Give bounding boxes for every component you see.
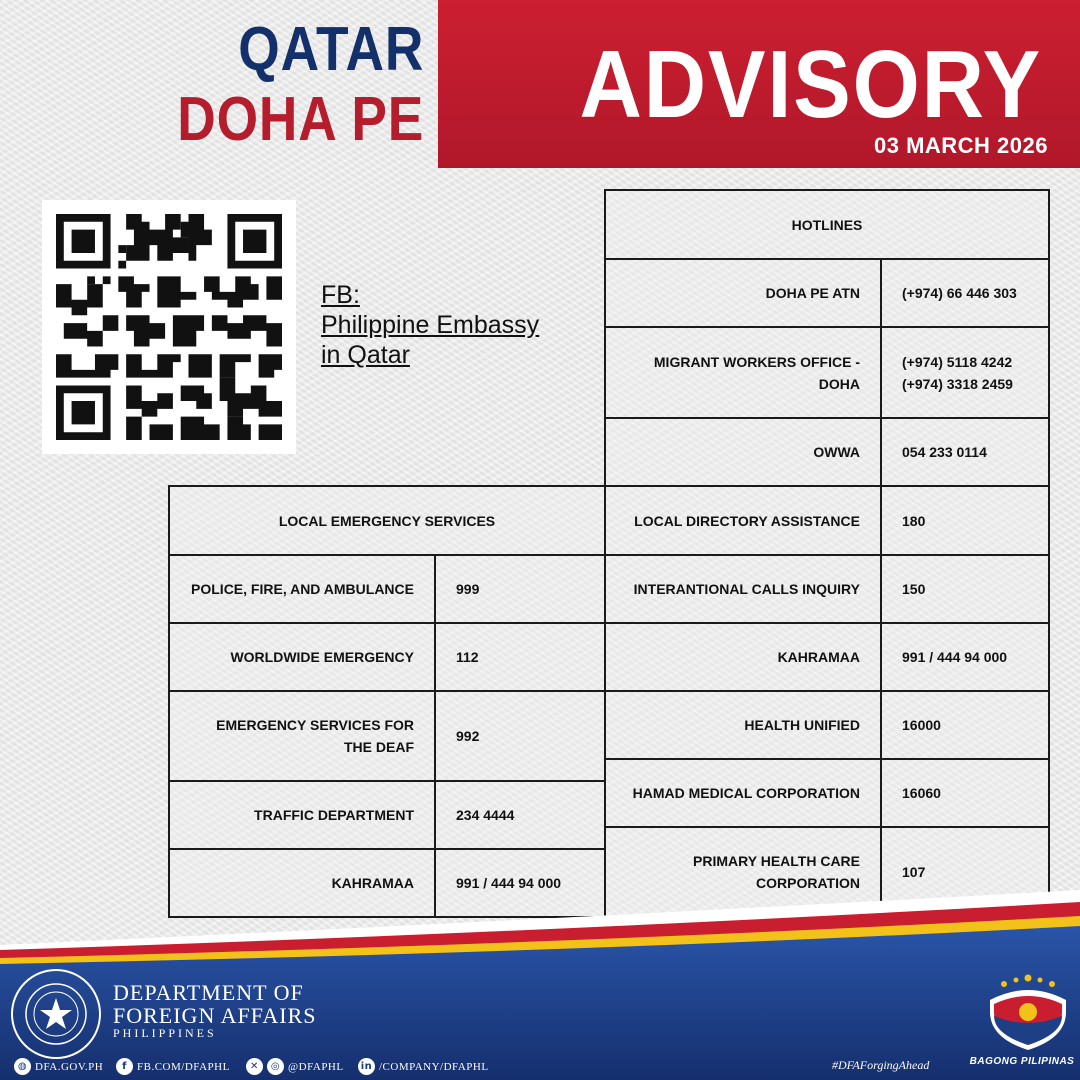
hotline-value: 991 / 444 94 000 (880, 622, 1050, 692)
emergency-label: EMERGENCY SERVICES FOR THE DEAF (168, 690, 436, 782)
hotline-label: MIGRANT WORKERS OFFICE - DOHA (604, 326, 882, 419)
qr-code[interactable] (42, 200, 296, 454)
hotline-label: DOHA PE ATN (604, 258, 882, 328)
hotline-label: OWWA (604, 417, 882, 487)
emergency-label: WORLDWIDE EMERGENCY (168, 622, 436, 692)
handle-text: @DFAPHL (288, 1060, 344, 1073)
linkedin-text: /COMPANY/DFAPHL (379, 1060, 489, 1073)
hotline-label: HEALTH UNIFIED (604, 690, 882, 760)
hotline-value: 180 (880, 485, 1050, 556)
x-instagram-link[interactable] (246, 1058, 344, 1075)
emergency-label: POLICE, FIRE, AND AMBULANCE (168, 554, 436, 624)
hotline-value: 16000 (880, 690, 1050, 760)
advisory-banner (438, 0, 1080, 168)
fb-line1: FB: (321, 281, 360, 309)
hotline-label: INTERANTIONAL CALLS INQUIRY (604, 554, 882, 624)
facebook-text: FB.COM/DFAPHL (137, 1060, 230, 1073)
emergency-value: 112 (434, 622, 606, 692)
hotline-value: (+974) 66 446 303 (880, 258, 1050, 328)
dept-name-line1: DEPARTMENT OF (113, 980, 304, 1005)
emergency-value: 992 (434, 690, 606, 782)
hotline-value-line: (+974) 5118 4242 (902, 353, 1013, 370)
emergency-label: TRAFFIC DEPARTMENT (168, 780, 436, 850)
x-icon: ✕ (246, 1058, 263, 1075)
hotline-label: LOCAL DIRECTORY ASSISTANCE (604, 485, 882, 556)
emergency-heading: LOCAL EMERGENCY SERVICES (168, 485, 606, 556)
advisory-title: ADVISORY (579, 31, 1042, 138)
emergency-value: 999 (434, 554, 606, 624)
hotline-value: 054 233 0114 (880, 417, 1050, 487)
hotlines-heading: HOTLINES (604, 189, 1050, 260)
qr-code-icon (56, 214, 282, 440)
emergency-value: 234 4444 (434, 780, 606, 850)
hotline-label: KAHRAMAA (604, 622, 882, 692)
hotline-value: 107 (880, 826, 1050, 918)
hotline-value: 16060 (880, 758, 1050, 828)
facebook-footer-link[interactable] (116, 1058, 230, 1075)
website-link[interactable] (14, 1058, 103, 1075)
hotline-value (880, 326, 1050, 419)
website-text: DFA.GOV.PH (35, 1060, 104, 1073)
dept-country: PHILIPPINES (113, 1026, 217, 1040)
location-doha-pe: DOHA PE (177, 85, 424, 154)
bagong-pilipinas-logo-icon (982, 972, 1074, 1052)
hotline-value-line: (+974) 3318 2459 (902, 375, 1013, 392)
advisory-date: 03 MARCH 2026 (873, 133, 1048, 158)
fb-line3: in Qatar (321, 341, 410, 369)
dfa-seal-icon (10, 968, 102, 1060)
hotline-label: PRIMARY HEALTH CARE CORPORATION (604, 826, 882, 918)
bagong-pilipinas-text: BAGONG PILIPINAS (969, 1056, 1075, 1067)
linkedin-icon: in (358, 1058, 375, 1075)
emergency-label: KAHRAMAA (168, 848, 436, 918)
linkedin-link[interactable] (358, 1058, 489, 1075)
hotline-value: 150 (880, 554, 1050, 624)
instagram-icon: ◎ (267, 1058, 284, 1075)
fb-line2: Philippine Embassy (321, 311, 540, 339)
hotline-label: HAMAD MEDICAL CORPORATION (604, 758, 882, 828)
facebook-icon: f (116, 1058, 133, 1075)
hashtag: #DFAForgingAhead (832, 1058, 930, 1072)
dept-name-line2: FOREIGN AFFAIRS (113, 1003, 317, 1028)
globe-icon: ◍ (14, 1058, 31, 1075)
location-qatar: QATAR (238, 15, 424, 84)
emergency-value: 991 / 444 94 000 (434, 848, 606, 918)
facebook-link[interactable] (321, 280, 591, 370)
